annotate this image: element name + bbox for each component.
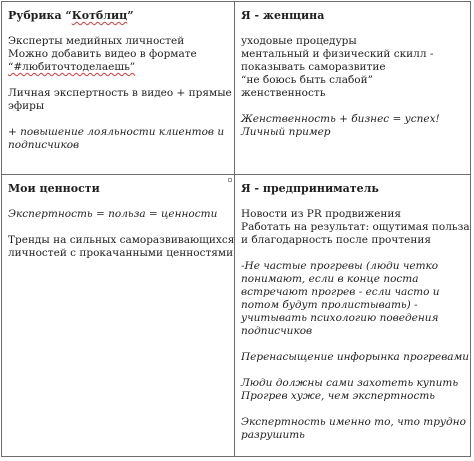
- text-line: показывать саморазвитие: [241, 61, 386, 73]
- text-line: Женственность + бизнес = успех!: [241, 113, 440, 125]
- paragraph: [241, 35, 464, 100]
- paragraph-italic: [241, 113, 464, 139]
- text-line: Новости из PR продвижения: [241, 208, 402, 220]
- text-line: + повышение лояльности клиентов и: [8, 126, 225, 138]
- text-line: эфиры: [8, 100, 45, 112]
- cell-title: Мои ценности: [8, 182, 100, 195]
- text-line: ментальный и физический скилл -: [241, 48, 434, 60]
- text-line: Экспертность = польза = ценности: [8, 208, 218, 220]
- text-line: понимают, если в конце поста: [241, 273, 419, 285]
- text-line: “не боюсь быть слабой”: [241, 74, 373, 86]
- cell-title: Я - женщина: [241, 9, 325, 22]
- text-line: женственность: [241, 87, 326, 99]
- paragraph-italic: [241, 351, 470, 364]
- text-line: встречают прогрев - если часто и: [241, 286, 440, 298]
- text-line: Личная экспертность в видео + прямые: [8, 87, 232, 99]
- text-line: Тренды на сильных саморазвивающихся: [8, 234, 235, 246]
- cell-woman[interactable]: [235, 2, 470, 174]
- text-line: разрушить: [241, 429, 305, 441]
- paragraph: [8, 87, 232, 113]
- cell-kotblic[interactable]: [2, 2, 234, 174]
- text-line: Работать на результат: ощутимая польза: [241, 221, 470, 233]
- cell-values[interactable]: [2, 175, 234, 456]
- misspelled-word[interactable]: Котблиц: [71, 9, 128, 22]
- paragraph: [8, 35, 228, 74]
- cell-resize-handle-icon[interactable]: [228, 178, 232, 182]
- paragraph-italic: [8, 126, 228, 152]
- cell-entrepreneur[interactable]: [235, 175, 470, 456]
- text-line: Личный пример: [241, 126, 331, 138]
- paragraph: [8, 234, 235, 260]
- text-line: учитывать психологию поведения: [241, 312, 439, 324]
- cell-title: Я - предприниматель: [241, 182, 379, 195]
- paragraph-italic: [241, 377, 464, 403]
- text-line: подписчиков: [241, 325, 313, 337]
- paragraph: [241, 208, 470, 247]
- text-line: Прогрев хуже, чем экспертность: [241, 390, 435, 402]
- text-line: Можно добавить видео в формате: [8, 48, 197, 60]
- text-line: потом будут пролистывать) -: [241, 299, 418, 311]
- hashtag-text: “#любиточтоделаешь”: [8, 61, 136, 73]
- text-line: личностей с прокачанными ценностями: [8, 247, 234, 259]
- text-line: Эксперты медийных личностей: [8, 35, 185, 47]
- paragraph-italic: [241, 260, 464, 338]
- text-line: Перенасыщение инфорынка прогревами: [241, 351, 470, 363]
- text-line: уходовые процедуры: [241, 35, 357, 47]
- text-line: Люди должны сами захотеть купить: [241, 377, 459, 389]
- content-table: [1, 1, 471, 457]
- paragraph-italic: [241, 416, 464, 442]
- cell-title: Рубрика “Котблиц”: [8, 9, 134, 22]
- text-line: подписчиков: [8, 139, 80, 151]
- text-line: Экспертность именно то, что трудно: [241, 416, 466, 428]
- paragraph-italic: [8, 208, 228, 221]
- text-line: и благодарность после прочтения: [241, 234, 431, 246]
- text-line: -Не частые прогревы (люди четко: [241, 260, 439, 272]
